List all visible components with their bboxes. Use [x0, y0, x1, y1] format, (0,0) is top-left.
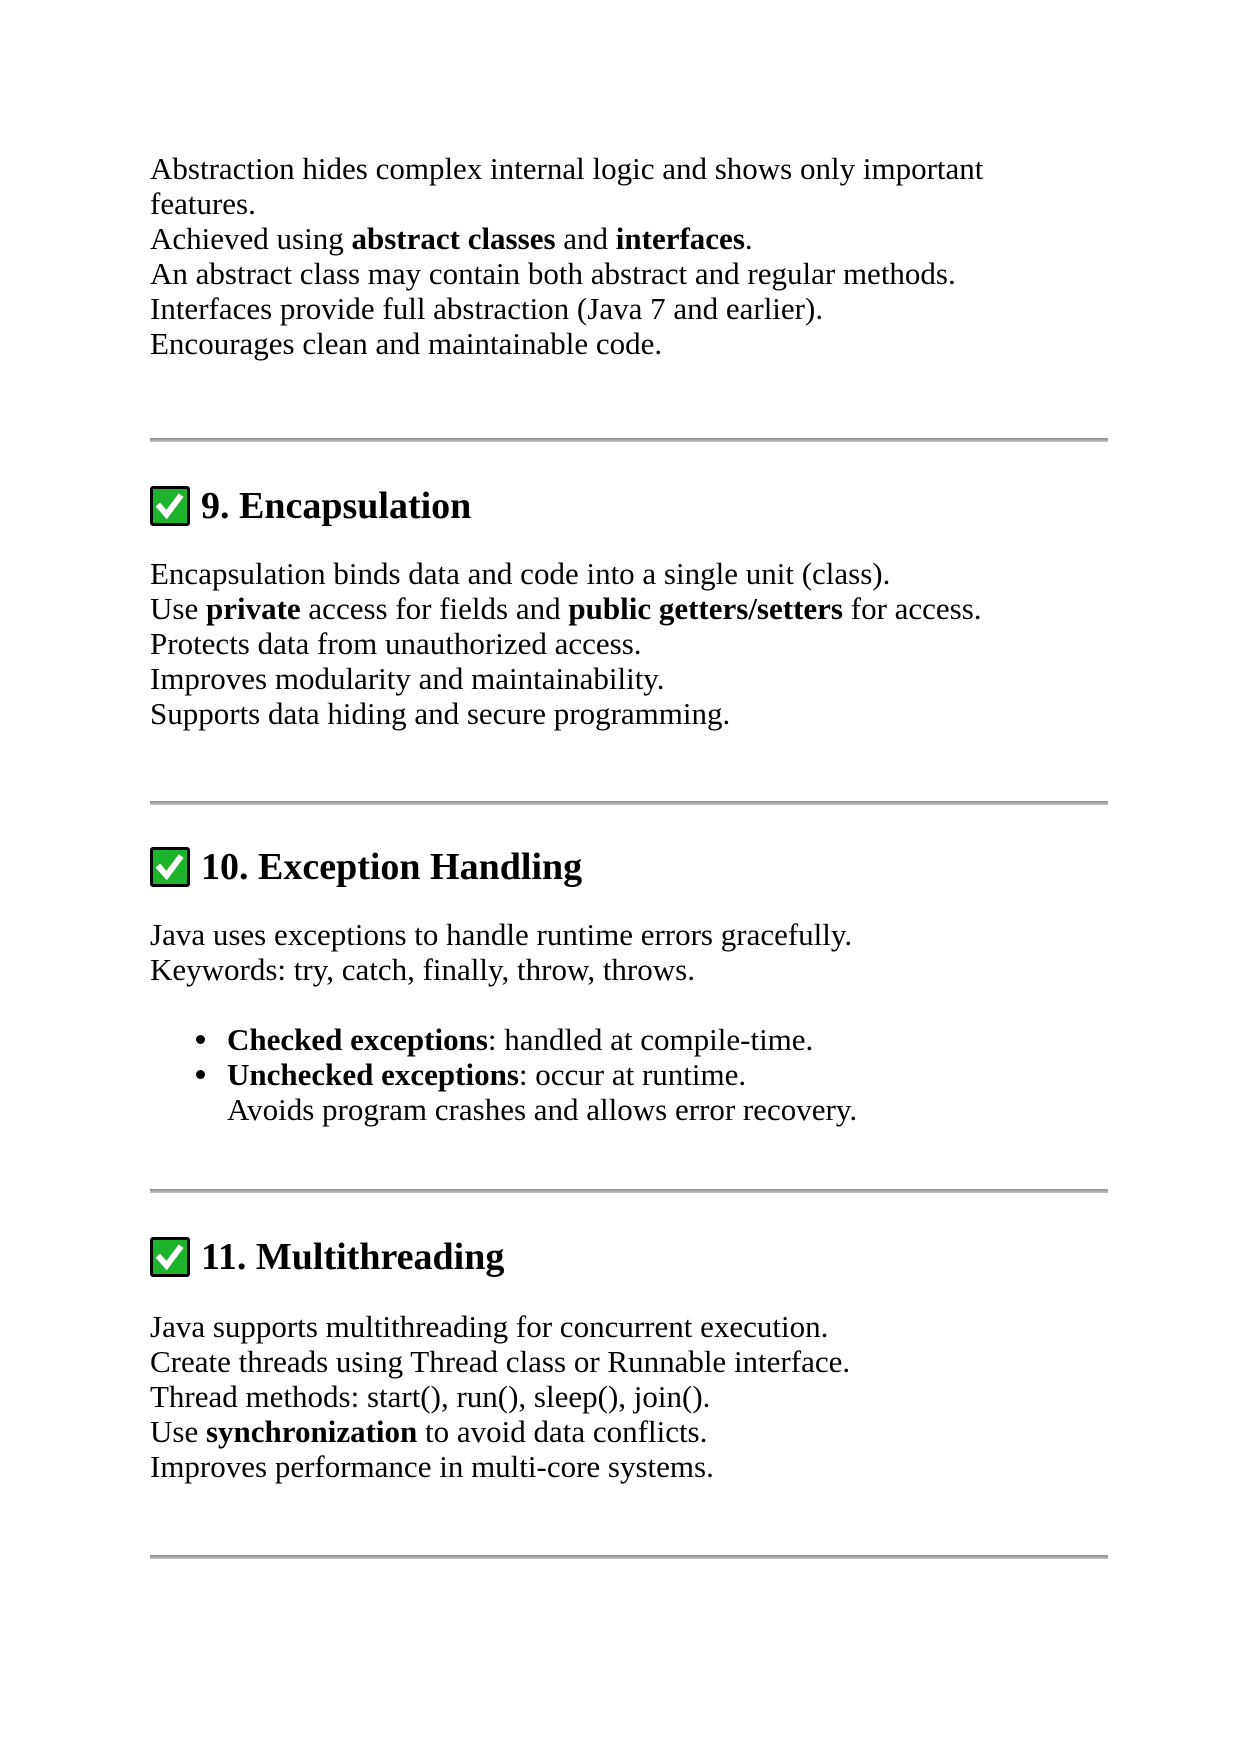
- section-title: 11. Multithreading: [201, 1236, 505, 1278]
- checked-checkbox-icon: [150, 847, 190, 887]
- text-line: Improves modularity and maintainability.: [150, 661, 665, 696]
- text-line: Thread methods: start(), run(), sleep(), join().: [150, 1379, 711, 1414]
- bullet-icon: [196, 1035, 205, 1044]
- text-line: features.: [150, 186, 256, 221]
- text-line: Supports data hiding and secure programming.: [150, 696, 731, 731]
- text-line: Use private access for fields and public getters/setters for access.: [150, 591, 982, 626]
- section-body-encapsulation: [150, 556, 1108, 731]
- text-line: Use synchronization to avoid data conflicts.: [150, 1414, 708, 1449]
- section-divider: [150, 438, 1108, 442]
- section-heading-exception-handling: [150, 847, 1108, 887]
- section-divider: [150, 801, 1108, 805]
- bullet-icon: [196, 1070, 205, 1079]
- text-line: Improves performance in multi-core systems.: [150, 1449, 714, 1484]
- section-title: 10. Exception Handling: [201, 846, 583, 888]
- text-line: Avoids program crashes and allows error recovery.: [227, 1092, 858, 1127]
- text-line: Checked exceptions: handled at compile-time.: [150, 1022, 1108, 1057]
- checked-checkbox-icon: [150, 1237, 190, 1277]
- section-body-multithreading: [150, 1309, 1108, 1484]
- section-divider: [150, 1555, 1108, 1559]
- check-mark-icon: [153, 1240, 187, 1274]
- check-mark-icon: [153, 489, 187, 523]
- text-line: Java supports multithreading for concurrent execution.: [150, 1309, 829, 1344]
- text-line: Abstraction hides complex internal logic and shows only important: [150, 151, 984, 186]
- bullet-list: [150, 1022, 1108, 1127]
- text-line: An abstract class may contain both abstract and regular methods.: [150, 256, 956, 291]
- section-heading-encapsulation: [150, 486, 1108, 526]
- text-line: Interfaces provide full abstraction (Java 7 and earlier).: [150, 291, 824, 326]
- section-title: 9. Encapsulation: [201, 485, 472, 527]
- text-line: Create threads using Thread class or Runnable interface.: [150, 1344, 851, 1379]
- text-line: Encourages clean and maintainable code.: [150, 326, 663, 361]
- text-line: Protects data from unauthorized access.: [150, 626, 642, 661]
- section-body-exception-handling: [150, 917, 1108, 987]
- text-line: Achieved using abstract classes and interfaces.: [150, 221, 753, 256]
- checked-checkbox-icon: [150, 486, 190, 526]
- text-line: Keywords: try, catch, finally, throw, throws.: [150, 952, 695, 987]
- section-divider: [150, 1189, 1108, 1193]
- document-content: [150, 151, 1108, 1559]
- text-line: Java uses exceptions to handle runtime errors gracefully.: [150, 917, 853, 952]
- intro-paragraph: [150, 151, 1108, 361]
- check-mark-icon: [153, 850, 187, 884]
- text-line: Unchecked exceptions: occur at runtime.: [150, 1057, 1108, 1092]
- section-heading-multithreading: [150, 1237, 1108, 1277]
- text-line: Encapsulation binds data and code into a single unit (class).: [150, 556, 891, 591]
